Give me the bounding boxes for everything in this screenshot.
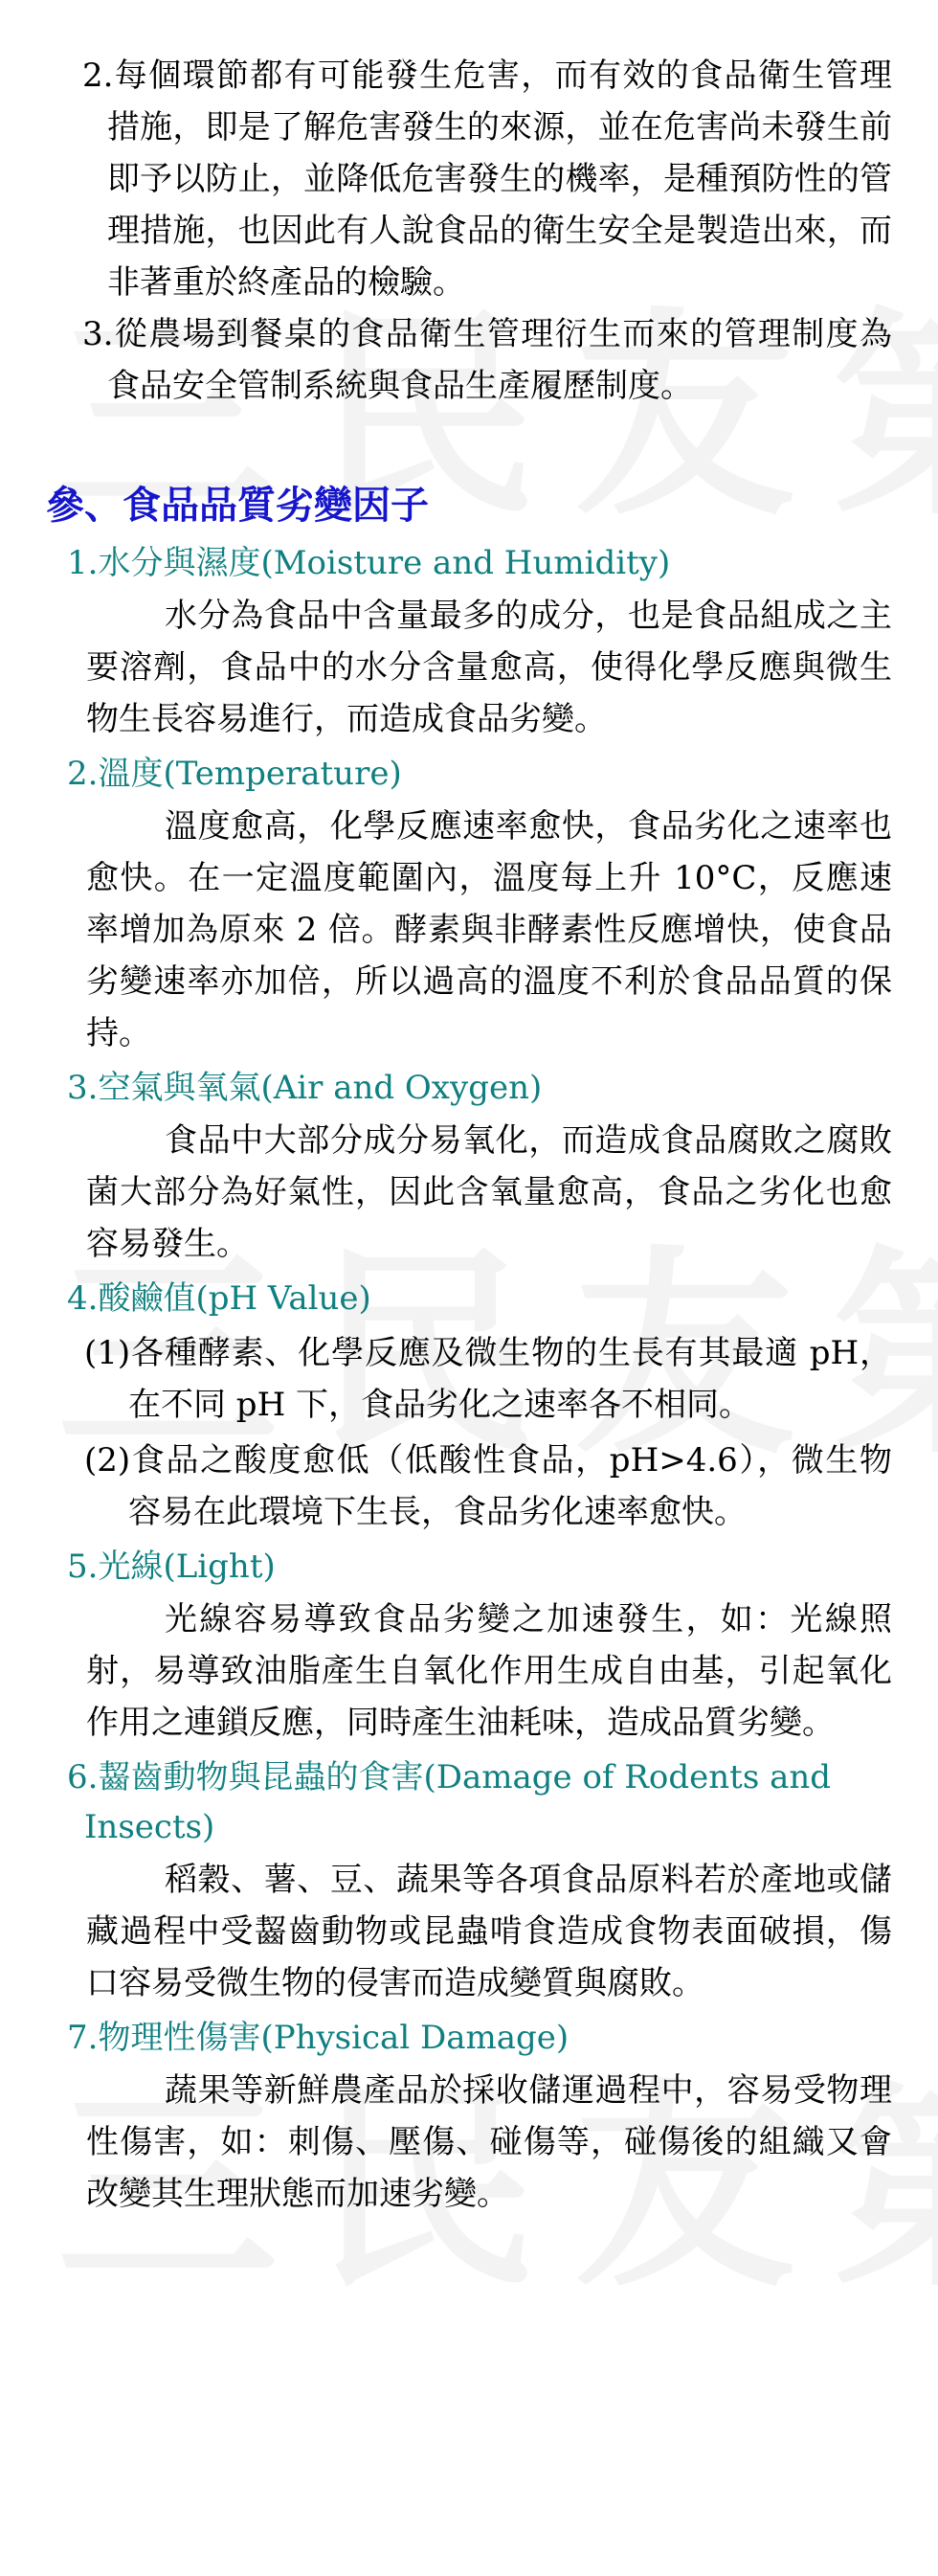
factor-heading-rodents-insects: 6.齧齒動物與昆蟲的食害(Damage of Rodents and Insects): [67, 1758, 832, 1846]
factor-heading-moisture: 1.水分與濕度(Moisture and Humidity): [67, 544, 671, 582]
factor-text-rodents-insects: 稻穀、薯、豆、蔬果等各項食品原料若於產地或儲藏過程中受齧齒動物或昆蟲啃食造成食物表面破損，傷口容易受微生物的侵害而造成變質與腐敗。: [86, 1861, 892, 2002]
factor-text-oxygen: 食品中大部分成分易氧化，而造成食品腐敗之腐敗菌大部分為好氣性，因此含氧量愈高，食品之劣化也愈容易發生。: [86, 1121, 892, 1263]
factor-heading-physical-damage: 7.物理性傷害(Physical Damage): [67, 2019, 570, 2057]
factor-text-moisture: 水分為食品中含量最多的成分，也是食品組成之主要溶劑，食品中的水分含量愈高，使得化學反應與微生物生長容易進行，而造成食品劣變。: [86, 597, 892, 738]
factor-heading-ph: 4.酸鹼值(pH Value): [67, 1279, 371, 1318]
factor-text-temperature: 溫度愈高，化學反應速率愈快，食品劣化之速率也愈快。在一定溫度範圍內，溫度每上升 10°C，反應速率增加為原來 2 倍。酵素與非酵素性反應增快，使食品劣變速率亦加倍，所以過高的溫度不利於食品品質的保持。: [86, 807, 892, 1052]
intro-item-2: 2.每個環節都有可能發生危害，而有效的食品衛生管理措施，即是了解危害發生的來源，並在危害尚未發生前即予以防止，並降低危害發生的機率，是種預防性的管理措施，也因此有人說食品的衛生安全是製造出來，而非著重於終產品的檢驗。: [82, 56, 892, 302]
factor-text-light: 光線容易導致食品劣變之加速發生，如：光線照射，易導致油脂產生自氧化作用生成自由基，引起氧化作用之連鎖反應，同時產生油耗味，造成品質劣變。: [86, 1600, 892, 1742]
factor-heading-light: 5.光線(Light): [67, 1548, 276, 1586]
intro-item-3: 3.從農場到餐桌的食品衛生管理衍生而來的管理制度為食品安全管制系統與食品生產履歷制度。: [82, 315, 892, 405]
section-title: 參、食品品質劣變因子: [46, 483, 429, 528]
ph-sub-item-1: (1)各種酵素、化學反應及微生物的生長有其最適 pH，在不同 pH 下，食品劣化之速率各不相同。: [84, 1334, 892, 1424]
factor-heading-oxygen: 3.空氣與氧氣(Air and Oxygen): [67, 1069, 543, 1107]
factor-heading-temperature: 2.溫度(Temperature): [67, 755, 402, 793]
factor-text-physical-damage: 蔬果等新鮮農產品於採收儲運過程中，容易受物理性傷害，如：刺傷、壓傷、碰傷等，碰傷後的組織又會改變其生理狀態而加速劣變。: [86, 2071, 892, 2213]
ph-sub-item-2: (2)食品之酸度愈低（低酸性食品，pH>4.6），微生物容易在此環境下生長，食品劣化速率愈快。: [84, 1441, 892, 1531]
